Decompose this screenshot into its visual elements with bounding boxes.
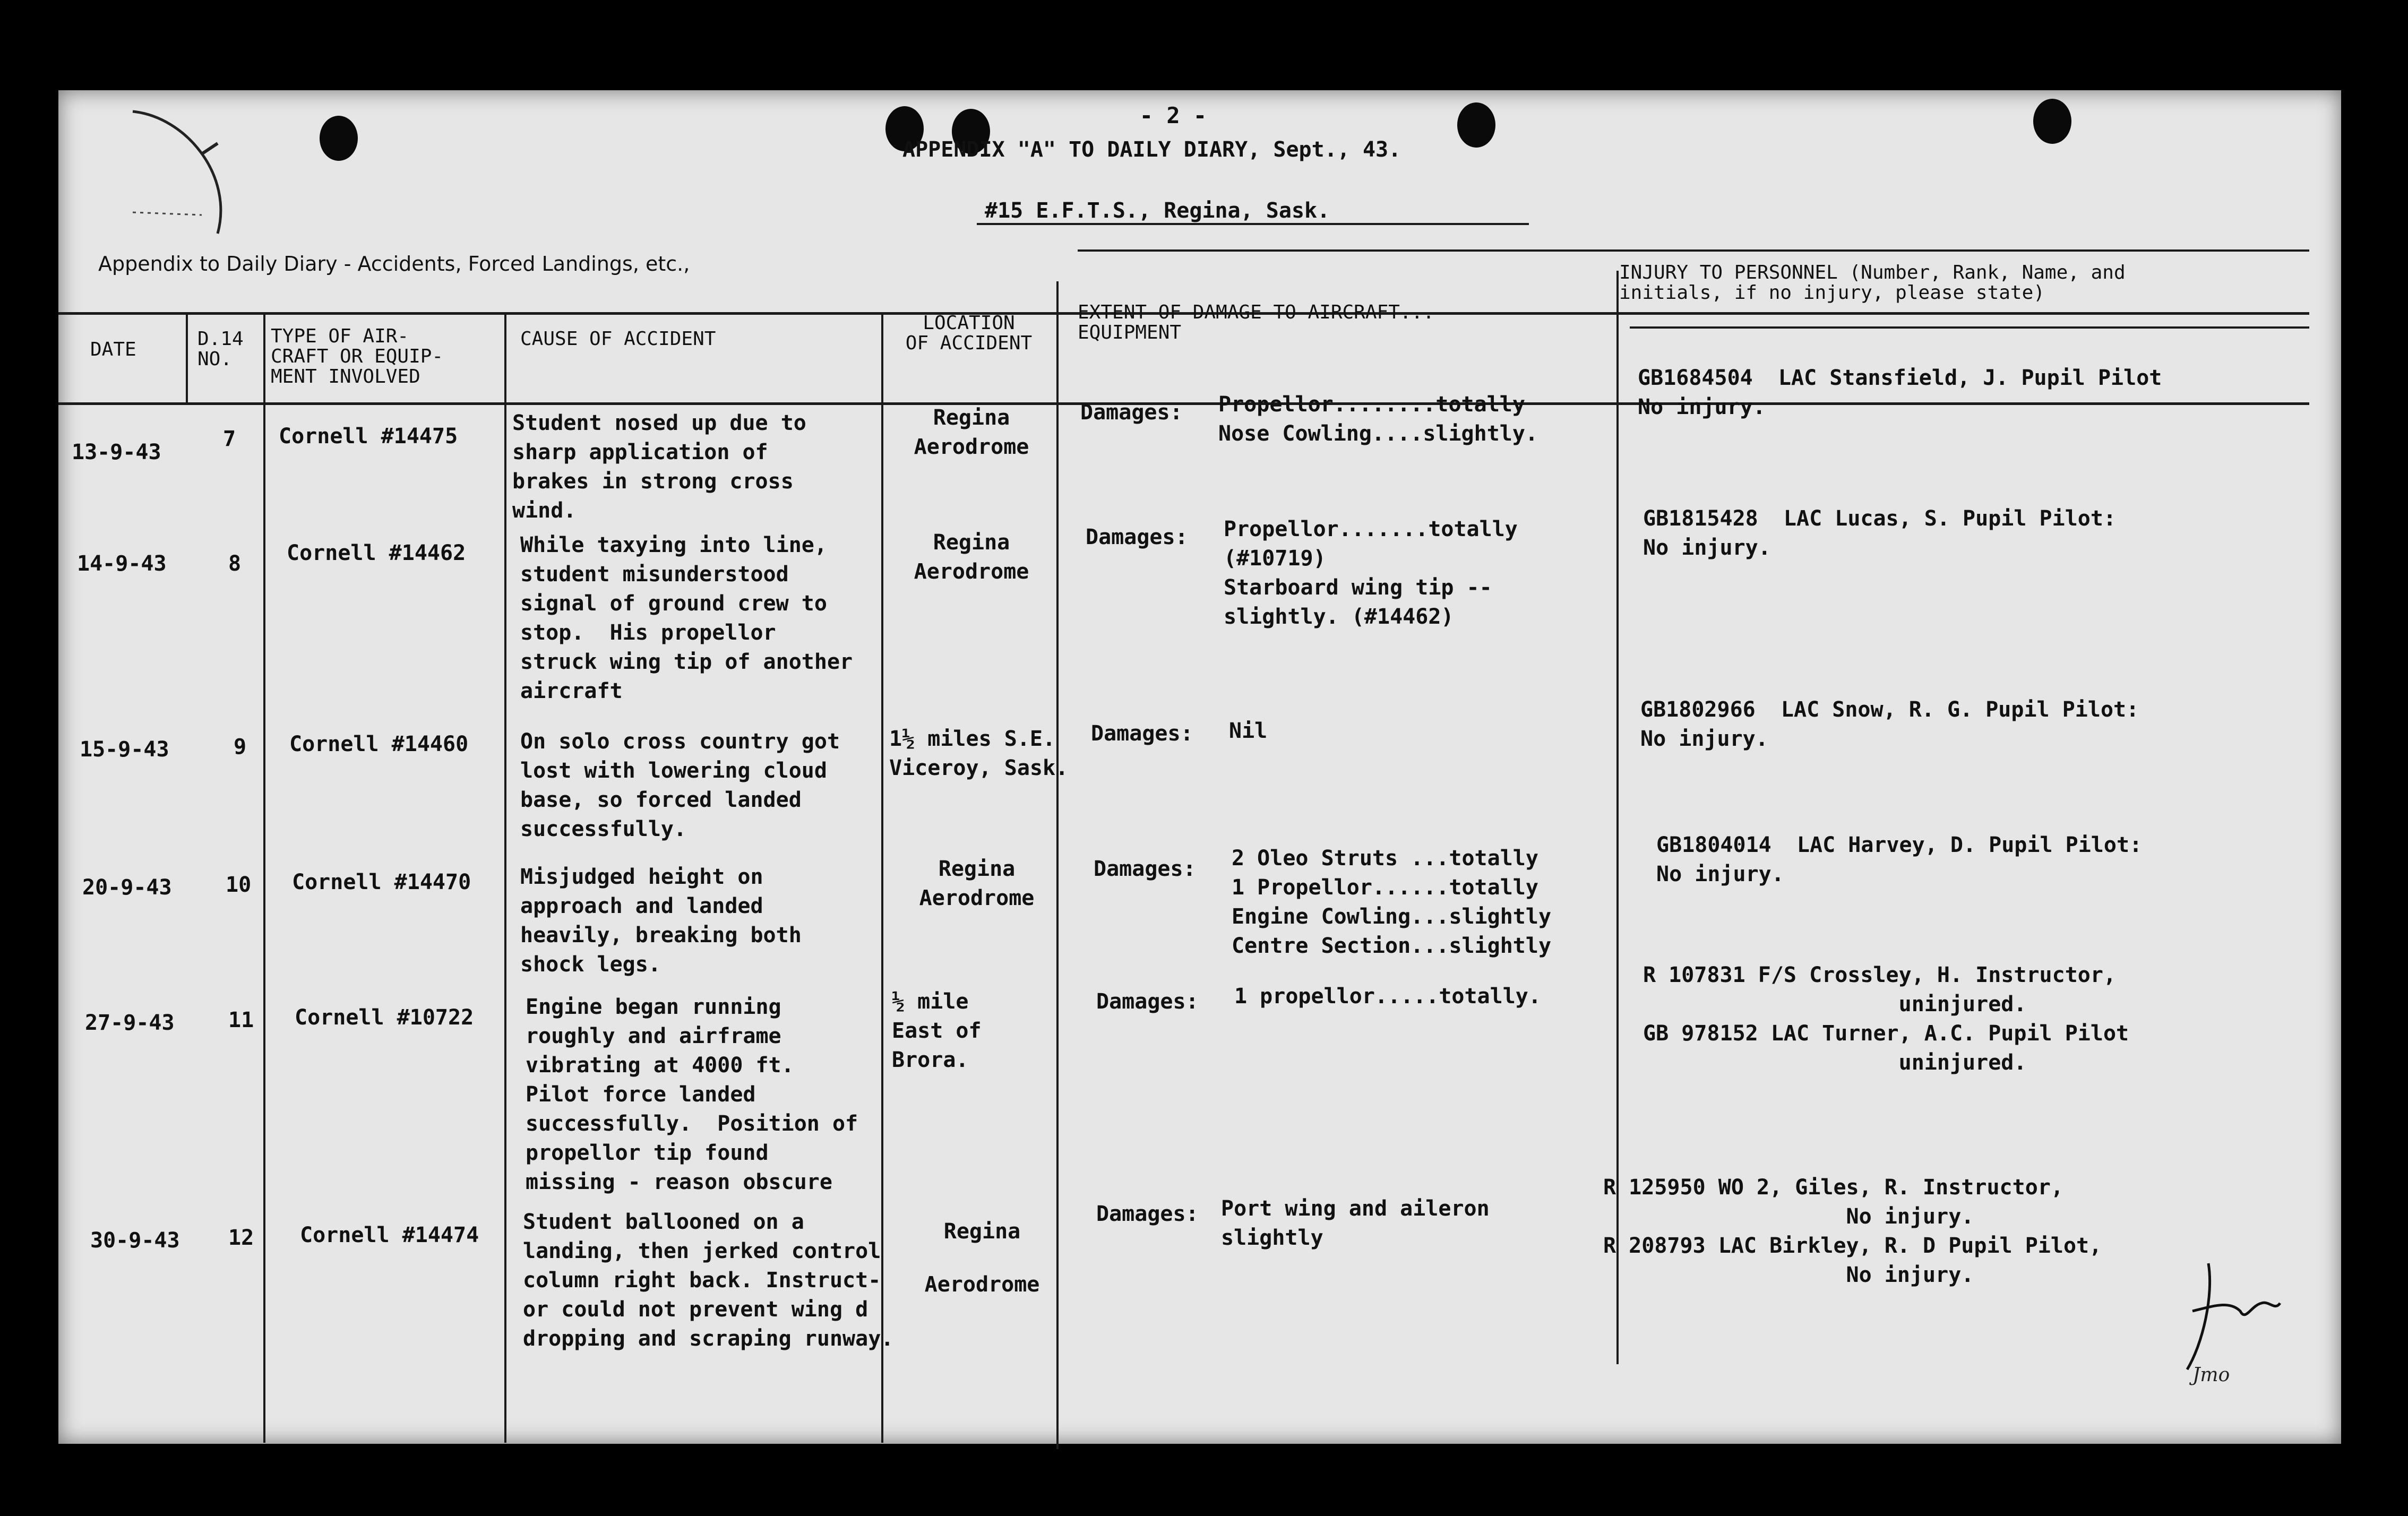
unit-heading-underline (977, 223, 1529, 225)
unit-heading: #15 E.F.T.S., Regina, Sask. (985, 199, 1330, 223)
signature-mark-icon (2182, 1247, 2288, 1380)
pencil-mark-icon (111, 96, 250, 255)
row-location: 1½ miles S.E. Viceroy, Sask. (889, 727, 1069, 780)
appendix-heading: APPENDIX "A" TO DAILY DIARY, Sept., 43. (902, 137, 1401, 162)
column-divider (504, 312, 506, 1443)
row-damage-label: Damages: (1096, 989, 1199, 1014)
page-number: - 2 - (1139, 102, 1207, 128)
row-damage: Propellor........totally Nose Cowling....slightly. (1218, 392, 1538, 446)
row-injury: GB1802966 LAC Snow, R. G. Pupil Pilot: No injury. (1640, 697, 2139, 751)
row-damage-label: Damages: (1091, 721, 1193, 746)
header-damage: EXTENT OF DAMAGE TO AIRCRAFT... EQUIPMENT (1078, 302, 1434, 343)
document-page (58, 90, 2341, 1444)
row-cause: Student ballooned on a landing, then jerked control column right back. Instruct- or could not prevent wing d dropping and scraping runway. (523, 1210, 894, 1351)
signature-text: Jmo (2192, 1364, 2230, 1386)
row-location: ½ mile East of Brora. (892, 989, 982, 1072)
row-cause: Misjudged height on approach and landed heavily, breaking both shock legs. (520, 865, 802, 977)
row-number: 11 (228, 1008, 254, 1032)
row-damage: Nil (1229, 719, 1268, 743)
row-location: Regina Aerodrome (914, 406, 1029, 459)
row-injury: GB1804014 LAC Harvey, D. Pupil Pilot: No injury. (1656, 833, 2143, 886)
header-injury: INJURY TO PERSONNEL (Number, Rank, Name, and initials, if no injury, please state) (1619, 262, 2126, 304)
header-aircraft-type: TYPE OF AIR- CRAFT OR EQUIP- MENT INVOLVED (271, 325, 444, 387)
punch-hole (2033, 99, 2071, 144)
punch-hole (1457, 102, 1495, 148)
column-divider (263, 312, 265, 1443)
header-location: LOCATION OF ACCIDENT (905, 312, 1033, 354)
row-cause: On solo cross country got lost with lowering cloud base, so forced landed successfully. (520, 729, 840, 841)
row-damage: 2 Oleo Struts ...totally 1 Propellor......totally Engine Cowling...slightly Centre Section...slightly (1232, 846, 1552, 958)
row-date: 13-9-43 (72, 440, 161, 464)
row-date: 20-9-43 (82, 875, 172, 900)
row-aircraft: Cornell #14475 (279, 424, 458, 449)
row-aircraft: Cornell #14470 (292, 870, 471, 894)
row-number: 9 (234, 735, 247, 759)
row-damage-label: Damages: (1096, 1202, 1199, 1226)
row-cause: Student nosed up due to sharp application of brakes in strong cross wind. (512, 411, 806, 523)
table-top-rule (1078, 249, 2309, 252)
column-divider (186, 312, 188, 402)
row-injury: R 107831 F/S Crossley, H. Instructor, uninjured. GB 978152 LAC Turner, A.C. Pupil Pilot uninjured. (1643, 963, 2129, 1075)
row-cause: Engine began running roughly and airframe vibrating at 4000 ft. Pilot force landed successfully. Position of propellor tip found missing - reason obscure (526, 995, 858, 1194)
header-cause: CAUSE OF ACCIDENT (520, 328, 716, 350)
row-date: 14-9-43 (77, 552, 167, 576)
row-damage-label: Damages: (1086, 525, 1188, 549)
row-location: Regina Aerodrome (919, 857, 1035, 910)
row-number: 7 (223, 427, 236, 451)
row-damage-label: Damages: (1094, 857, 1196, 881)
document-subtitle: Appendix to Daily Diary - Accidents, Forced Landings, etc., (98, 252, 690, 275)
row-injury: GB1815428 LAC Lucas, S. Pupil Pilot: No injury. (1643, 506, 2117, 560)
row-aircraft: Cornell #14474 (300, 1223, 479, 1247)
row-injury: R 125950 WO 2, Giles, R. Instructor, No injury. R 208793 LAC Birkley, R. D Pupil Pilot, No injury. (1603, 1175, 2102, 1287)
row-damage-label: Damages: (1080, 400, 1183, 425)
row-cause: While taxying into line, student misunderstood signal of ground crew to stop. His propellor struck wing tip of another aircraft (520, 533, 853, 703)
row-damage: 1 propellor.....totally. (1234, 984, 1541, 1009)
row-aircraft: Cornell #14460 (289, 732, 469, 756)
row-damage: Port wing and aileron slightly (1221, 1196, 1490, 1250)
row-number: 10 (226, 873, 252, 897)
row-number: 8 (228, 552, 242, 576)
row-location: Regina Aerodrome (924, 1219, 1040, 1297)
header-d14-number: D.14 NO. (197, 328, 244, 370)
punch-hole (320, 116, 358, 161)
row-number: 12 (228, 1226, 254, 1250)
table-header-rule (1630, 326, 2309, 329)
row-location: Regina Aerodrome (914, 530, 1029, 584)
row-date: 15-9-43 (80, 737, 169, 762)
row-aircraft: Cornell #14462 (287, 541, 466, 565)
row-damage: Propellor.......totally (#10719) Starboard wing tip -- slightly. (#14462) (1224, 517, 1518, 629)
row-date: 27-9-43 (85, 1011, 175, 1035)
row-date: 30-9-43 (90, 1228, 180, 1253)
header-date: DATE (90, 339, 136, 360)
row-aircraft: Cornell #10722 (295, 1005, 474, 1030)
row-injury: GB1684504 LAC Stansfield, J. Pupil Pilot No injury. (1638, 366, 2162, 419)
